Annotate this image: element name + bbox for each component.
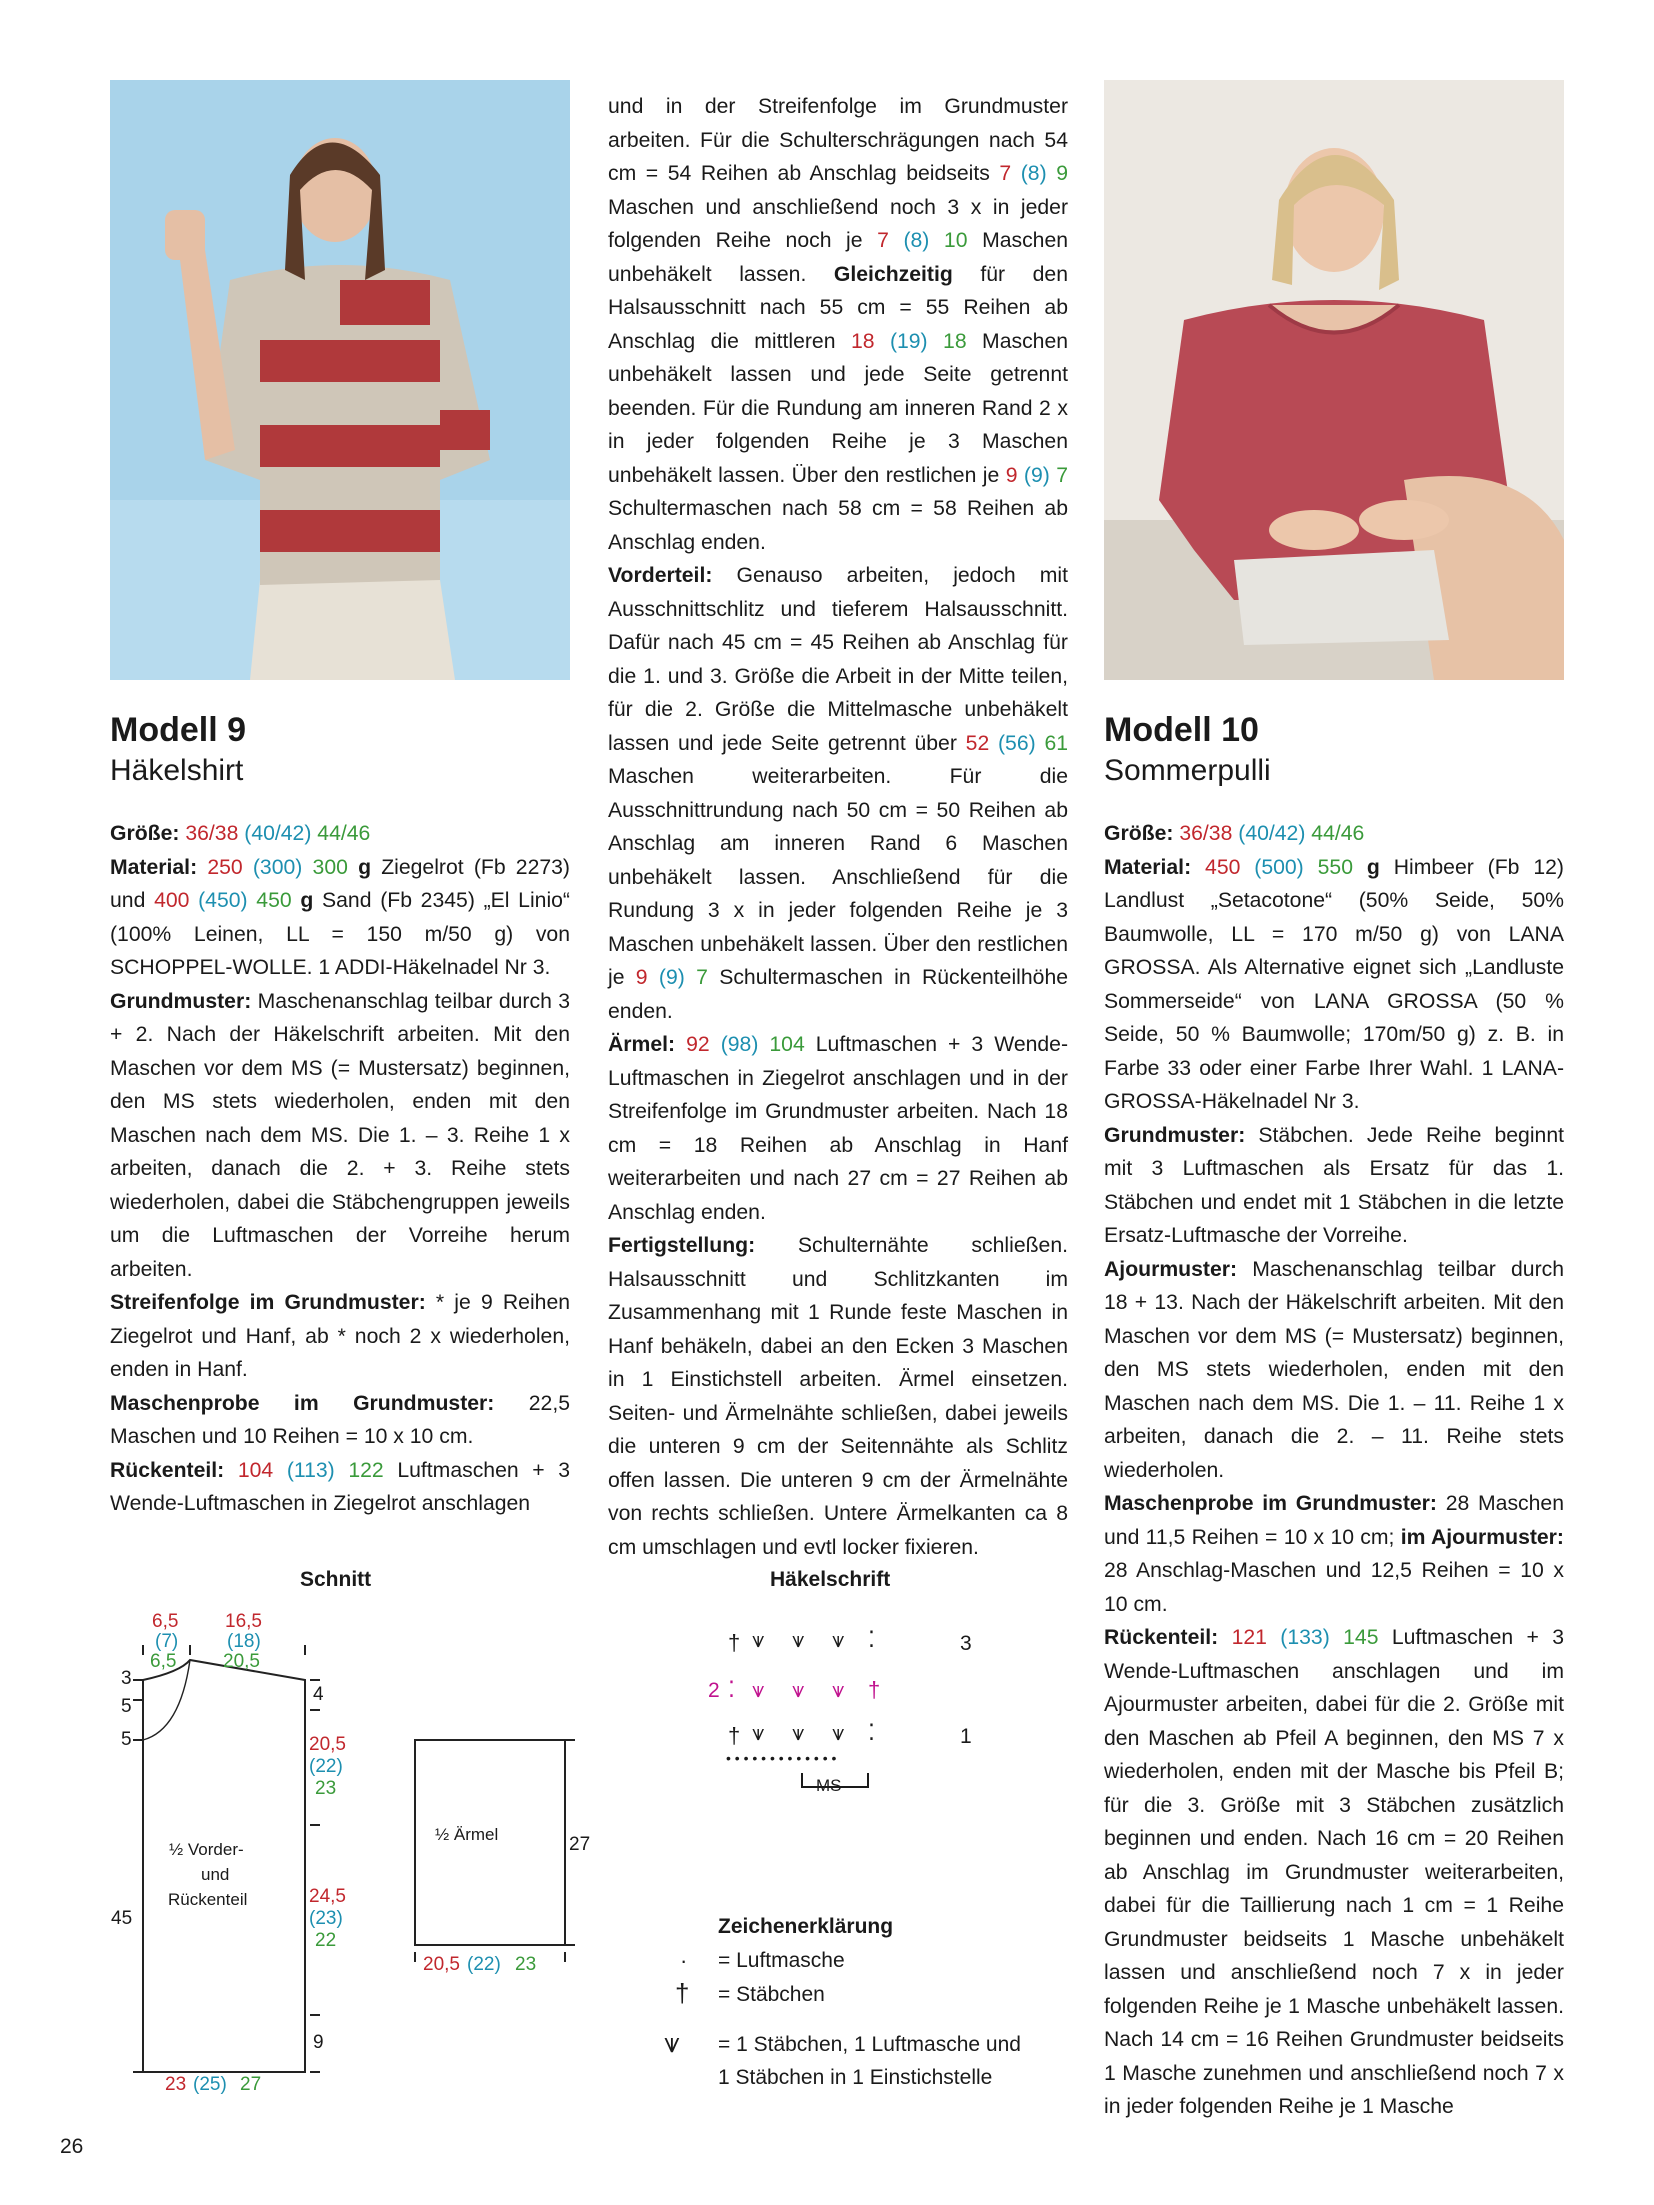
num-small: 9 bbox=[1005, 463, 1018, 487]
num-small: 92 bbox=[686, 1033, 710, 1056]
rueck-medium: (133) bbox=[1280, 1626, 1330, 1649]
size-medium: (40/42) bbox=[244, 822, 312, 845]
grundmuster-label: Grundmuster: bbox=[110, 989, 252, 1013]
num-small: 9 bbox=[635, 966, 648, 989]
mat-amount-medium: (300) bbox=[252, 855, 303, 879]
bottom-small: 23 bbox=[165, 2074, 187, 2095]
dim-5b: 5 bbox=[121, 1729, 132, 1750]
top-dim-large-2: 20,5 bbox=[223, 1651, 260, 1672]
legend-vgroup-symbol: ⩛ bbox=[664, 2027, 680, 2058]
text-segment: Maschen unbehäkelt lassen und jede Seite getrennt beenden. Für die Rundung am inneren Rand 2 x in jeder folgenden Reihe je 3 Maschen unbehäkelt lassen. Über den restlichen je bbox=[608, 329, 1069, 487]
num-large: 7 bbox=[1056, 463, 1068, 487]
model9-size bbox=[110, 817, 570, 851]
stitch-v-group: ⩛ bbox=[792, 1627, 805, 1652]
stitch-chain: ⁚ bbox=[868, 1720, 875, 1745]
maschenprobe-label: Maschenprobe im Grundmuster: bbox=[1104, 1492, 1437, 1515]
model10-subtitle: Sommerpulli bbox=[1104, 754, 1271, 787]
rueck-small: 121 bbox=[1231, 1626, 1267, 1649]
row-label-2: 2 bbox=[708, 1679, 720, 1702]
mat-amount-large-2: 450 bbox=[256, 889, 292, 912]
body-label-1: ½ Vorder- bbox=[169, 1840, 244, 1859]
stitch-dc: † bbox=[728, 1630, 741, 1655]
foundation-chains: • • • • • • • • • • • • • bbox=[726, 1750, 837, 1766]
model10-size bbox=[1104, 817, 1564, 851]
maschenprobe-label: Maschenprobe im Grundmuster: bbox=[110, 1391, 495, 1415]
model9-grundmuster bbox=[110, 985, 570, 1287]
model10-material bbox=[1104, 851, 1564, 1119]
legend-item-vgroup-2: 1 Stäbchen in 1 Einstichstelle bbox=[718, 2066, 993, 2089]
schnitt-diagram bbox=[105, 1600, 610, 2095]
legend-chain-symbol: · bbox=[680, 1948, 688, 1973]
mat-unit: g bbox=[358, 855, 372, 879]
mat-and: und bbox=[110, 889, 146, 912]
top-dim-large-1: 6,5 bbox=[150, 1651, 177, 1672]
model9-material-label: Material: bbox=[110, 855, 198, 879]
rueck-small: 104 bbox=[237, 1458, 274, 1482]
stitch-v-group: ⩛ bbox=[752, 1627, 765, 1652]
mat-text: Himbeer (Fb 12) Landlust „Setacotone“ (50% Seide, 50% Baumwolle, LL = 170 m/50 g) von LANA GROSSA. Als Alternative eignet sich „Landluste Sommerseide“ von LANA GROSSA (50 % Seide, 50 % Baumwolle; 170m/50 g) z. B. in Farbe 33 oder einer Farbe Ihrer Wahl. 1 LANA-GROSSA-Häkelnadel Nr 3. bbox=[1104, 855, 1564, 1113]
grundmuster-text: Stäbchen. Jede Reihe beginnt mit 3 Luftmaschen als Ersatz für das 1. Stäbchen und endet mit 1 Stäbchen in die letzte Ersatz-Luftmasche der Vorreihe. bbox=[1104, 1123, 1564, 1247]
size-large: 44/46 bbox=[317, 822, 371, 845]
model9-size-label: Größe: bbox=[110, 822, 180, 845]
middle-rueckenteil-cont bbox=[608, 90, 1068, 559]
top-dim-small-1: 6,5 bbox=[152, 1611, 179, 1632]
model9-instructions bbox=[110, 817, 570, 1521]
fertigstellung-label: Fertigstellung: bbox=[608, 1234, 756, 1257]
middle-instructions bbox=[608, 90, 1068, 1564]
dim-9: 9 bbox=[313, 2032, 324, 2053]
side-large-1: 23 bbox=[315, 1778, 337, 1799]
stitch-chain: ⁚ bbox=[868, 1627, 875, 1652]
text-segment: Maschen weiterarbeiten. Für die Ausschnittrundung nach 50 cm = 50 Reihen ab Anschlag am inneren Rand 6 Maschen unbehäkelt lassen. Anschließend für die Rundung 3 x in jeder folgenden Reihe je 3 Maschen unbehäkelt lassen. Über den restlichen je bbox=[608, 765, 1068, 989]
num-medium: (19) bbox=[889, 329, 928, 353]
rueck-medium: (113) bbox=[286, 1458, 335, 1482]
dim-5a: 5 bbox=[121, 1696, 132, 1717]
middle-fertigstellung bbox=[608, 1229, 1068, 1564]
sleeve-large: 23 bbox=[515, 1954, 537, 1975]
streifenfolge-label: Streifenfolge im Grundmuster: bbox=[110, 1291, 426, 1314]
row-label-1: 1 bbox=[960, 1725, 972, 1748]
num-small: 52 bbox=[965, 731, 990, 755]
num-small: 18 bbox=[850, 329, 875, 353]
mat-amount-small: 250 bbox=[207, 855, 243, 879]
model10-photo-illustration bbox=[1104, 80, 1564, 680]
sleeve-small: 20,5 bbox=[423, 1954, 460, 1975]
mat-amount-large: 300 bbox=[312, 855, 348, 879]
text-segment: Schultermaschen in Rückenteilhöhe enden. bbox=[608, 966, 1069, 1023]
stitch-v-group: ⩛ bbox=[752, 1677, 765, 1702]
side-medium-1: (22) bbox=[309, 1756, 343, 1777]
bottom-large: 27 bbox=[240, 2074, 262, 2095]
vorderteil-label: Vorderteil: bbox=[608, 564, 713, 587]
top-dim-medium-2: (18) bbox=[227, 1631, 261, 1652]
side-large-2: 22 bbox=[315, 1930, 337, 1951]
dim-3: 3 bbox=[121, 1668, 132, 1689]
model10-rueckenteil bbox=[1104, 1621, 1564, 2124]
middle-vorderteil bbox=[608, 559, 1068, 1028]
text-segment: Maschen und anschließend noch 3 x in jeder folgenden Reihe noch je bbox=[608, 195, 1068, 252]
rueck-large: 145 bbox=[1343, 1626, 1379, 1649]
model9-streifenfolge bbox=[110, 1286, 570, 1387]
grundmuster-text: Maschenanschlag teilbar durch 3 + 2. Nach der Häkelschrift arbeiten. Mit den Maschen vor dem MS (= Mustersatz) beginnen, den MS stets wiederholen, enden mit den Maschen nach dem MS. Die 1. – 3. Reihe 1 x arbeiten, danach die 2. + 3. Reihe stets wiederholen, dabei die Stäbchengruppen jeweils um die Luftmaschen der Vorreihe herum arbeiten. bbox=[110, 989, 571, 1281]
text-segment: Genauso arbeiten, jedoch mit Ausschnittschlitz und tieferem Halsausschnitt. Dafür nach 45 cm = 45 Reihen ab Anschlag für die 1. und 3. Größe die Arbeit in der Mitte teilen, für die 2. Größe die Mittelmasche unbehäkelt lassen und jede Seite getrennt über bbox=[608, 564, 1068, 755]
model10-instructions bbox=[1104, 817, 1564, 2124]
page-number: 26 bbox=[60, 2135, 84, 2158]
sleeve-label: ½ Ärmel bbox=[435, 1825, 499, 1844]
ms-label: MS bbox=[816, 1776, 842, 1795]
model10-size-label: Größe: bbox=[1104, 822, 1174, 845]
stitch-v-group: ⩛ bbox=[752, 1720, 765, 1745]
maschenprobe-text: 28 Maschen und 11,5 Reihen = 10 x 10 cm; bbox=[1104, 1492, 1564, 1549]
size-small: 36/38 bbox=[185, 822, 239, 845]
model9-photo-illustration bbox=[110, 80, 570, 680]
legend-item-chain: = Luftmasche bbox=[718, 1949, 845, 1972]
num-medium: (8) bbox=[903, 229, 930, 252]
schnitt-title: Schnitt bbox=[300, 1568, 372, 1591]
stitch-v-group: ⩛ bbox=[832, 1720, 845, 1745]
text-segment: Maschen unbehäkelt lassen. bbox=[608, 229, 1069, 286]
num-medium: (98) bbox=[720, 1033, 759, 1056]
stitch-v-group: ⩛ bbox=[792, 1677, 805, 1702]
mat-unit-2: g bbox=[300, 889, 314, 912]
stitch-v-group: ⩛ bbox=[792, 1720, 805, 1745]
sleeve-medium: (22) bbox=[467, 1954, 501, 1975]
num-large: 9 bbox=[1056, 162, 1069, 185]
text-segment: Schultermaschen nach 58 cm = 58 Reihen ab Anschlag enden. bbox=[608, 497, 1068, 554]
size-large: 44/46 bbox=[1311, 822, 1365, 845]
ajourmuster-label: Ajourmuster: bbox=[1104, 1257, 1238, 1281]
haekelschrift-title: Häkelschrift bbox=[770, 1568, 891, 1591]
stitch-v-group: ⩛ bbox=[832, 1677, 845, 1702]
rueck-large: 122 bbox=[348, 1458, 384, 1482]
row-label-3: 3 bbox=[960, 1632, 972, 1655]
ajour-probe-text: 28 Anschlag-Maschen und 12,5 Reihen = 10 x 10 cm. bbox=[1104, 1559, 1564, 1616]
side-medium-2: (23) bbox=[309, 1908, 343, 1929]
body-label-2: und bbox=[201, 1865, 230, 1884]
num-large: 61 bbox=[1044, 731, 1069, 755]
ajour-probe-label: im Ajourmuster: bbox=[1400, 1525, 1564, 1549]
legend-item-vgroup-1: = 1 Stäbchen, 1 Luftmasche und bbox=[718, 2033, 1021, 2056]
side-small-1: 20,5 bbox=[309, 1734, 346, 1755]
num-large: 7 bbox=[696, 966, 708, 989]
num-large: 18 bbox=[943, 329, 967, 353]
mat-small: 450 bbox=[1205, 855, 1241, 879]
stitch-dc: † bbox=[868, 1677, 881, 1702]
model10-photo bbox=[1104, 80, 1564, 680]
mat-medium: (500) bbox=[1254, 855, 1304, 879]
mat-amount-small-2: 400 bbox=[154, 889, 190, 912]
top-dim-small-2: 16,5 bbox=[225, 1611, 262, 1632]
mat-large: 550 bbox=[1317, 855, 1353, 879]
middle-aermel bbox=[608, 1028, 1068, 1229]
model10-material-label: Material: bbox=[1104, 855, 1192, 879]
bottom-medium: (25) bbox=[193, 2074, 227, 2095]
maschenprobe-text: 22,5 Maschen und 10 Reihen = 10 x 10 cm. bbox=[110, 1391, 571, 1448]
rueckenteil-label: Rückenteil: bbox=[110, 1458, 225, 1482]
model9-maschenprobe bbox=[110, 1387, 570, 1454]
num-medium: (9) bbox=[1023, 463, 1050, 487]
legend-title: Zeichenerklärung bbox=[718, 1915, 894, 1938]
model9-subtitle: Häkelshirt bbox=[110, 754, 244, 787]
mat-amount-medium-2: (450) bbox=[198, 889, 248, 912]
text-segment: Luftmaschen + 3 Wende-Luftmaschen in Ziegelrot anschlagen und in der Streifenfolge im Grundmuster arbeiten. Nach 18 cm = 18 Reihen ab Anschlag in Hanf weiterarbeiten und nach 27 cm = 27 Reihen ab Anschlag enden. bbox=[608, 1033, 1069, 1224]
rueckenteil-label: Rückenteil: bbox=[1104, 1626, 1219, 1649]
grundmuster-label: Grundmuster: bbox=[1104, 1123, 1246, 1147]
rueckenteil-text: Luftmaschen + 3 Wende-Luftmaschen anschlagen und im Ajourmuster arbeiten, dabei für die 2. Größe mit den Maschen ab Pfeil A beginnen, den MS 7 x wiederholen, enden mit der Masche bis Pfeil B; für die 3. Größe mit 3 Stäbchen zusätzlich beginnen und enden. Nach 16 cm = 20 Reihen ab Anschlag im Grundmuster weiterarbeiten, dabei für die Taillierung nach 1 cm = 1 Reihe Grundmuster beidseits 1 Masche unbehäkelt lassen und anschließend noch 7 x in jeder folgenden Reihe je 1 Masche unbehäkelt lassen. Nach 14 cm = 16 Reihen Grundmuster beidseits 1 Masche zunehmen und anschließend noch 7 x in jeder folgenden Reihe je 1 Masche bbox=[1104, 1626, 1565, 2118]
stitch-dc: † bbox=[728, 1723, 741, 1748]
model9-title: Modell 9 bbox=[110, 711, 247, 749]
rueckenteil-text: Luftmaschen + 3 Wende-Luftmaschen in Ziegelrot anschlagen bbox=[110, 1458, 571, 1515]
legend-item-dc: = Stäbchen bbox=[718, 1983, 825, 2006]
mat-text: Ziegelrot (Fb 2273) bbox=[381, 855, 570, 879]
num-medium: (56) bbox=[998, 731, 1036, 755]
mat-text-2: Sand (Fb 2345) „El Linio“ (100% Leinen, LL = 150 m/50 g) von SCHOPPEL-WOLLE. 1 ADDI-Häkelnadel Nr 3. bbox=[110, 889, 570, 979]
streifenfolge-text: * je 9 Reihen Ziegelrot und Hanf, ab * noch 2 x wiederholen, enden in Hanf. bbox=[110, 1291, 571, 1381]
model9-photo bbox=[110, 80, 570, 680]
num-large: 104 bbox=[769, 1033, 805, 1056]
mat-unit: g bbox=[1366, 855, 1380, 879]
top-dim-medium-1: (7) bbox=[155, 1631, 179, 1652]
num-medium: (8) bbox=[1020, 162, 1047, 185]
size-small: 36/38 bbox=[1179, 822, 1233, 845]
num-small: 7 bbox=[999, 162, 1012, 185]
side-small-2: 24,5 bbox=[309, 1886, 346, 1907]
haekelschrift-chart bbox=[710, 1605, 1010, 1795]
body-label-3: Rückenteil bbox=[168, 1890, 248, 1909]
num-medium: (9) bbox=[658, 966, 685, 989]
text-segment: und in der Streifenfolge im Grundmuster arbeiten. Für die Schulterschrägungen nach 54 cm = 54 Reihen ab Anschlag beidseits bbox=[608, 95, 1068, 185]
dim-4: 4 bbox=[313, 1684, 324, 1705]
ajourmuster-text: Maschenanschlag teilbar durch 18 + 13. Nach der Häkelschrift arbeiten. Mit den Maschen vor dem MS (= Mustersatz) beginnen, den MS stets wiederholen, enden mit den Maschen nach dem MS. Die 1. – 11. Reihe 1 x arbeiten, danach die 2. – 11. Reihe stets wiederholen. bbox=[1104, 1257, 1565, 1482]
sleeve-27: 27 bbox=[569, 1834, 591, 1855]
text-segment: Schulternähte schließen. Halsausschnitt und Schlitzkanten im Zusammenhang mit 1 Runde feste Maschen in Hanf behäkeln, dabei an den Ecken 3 Maschen in 1 Einstichstell arbeiten. Ärmel einsetzen. Seiten- und Ärmelnähte schließen, dabei jeweils die unteren 9 cm der Seitennähte als Schlitz offen lassen. Die unteren 9 cm der Ärmelnähte von rechts schließen. Untere Ärmelkanten ca 8 cm umschlagen und evtl locker fixieren. bbox=[608, 1234, 1069, 1559]
text-segment: für den Halsausschnitt nach 55 cm = 55 Reihen ab Anschlag die mittleren bbox=[608, 262, 1068, 353]
aermel-label: Ärmel: bbox=[608, 1033, 676, 1056]
num-small: 7 bbox=[877, 229, 889, 252]
legend-dc-symbol: † bbox=[675, 1978, 690, 2008]
model9-rueckenteil bbox=[110, 1454, 570, 1521]
model9-material bbox=[110, 851, 570, 985]
gleichzeitig-label: Gleichzeitig bbox=[833, 262, 953, 286]
model10-grundmuster bbox=[1104, 1119, 1564, 1253]
model10-maschenprobe bbox=[1104, 1487, 1564, 1621]
size-medium: (40/42) bbox=[1238, 822, 1306, 845]
model10-ajourmuster bbox=[1104, 1253, 1564, 1488]
dim-45: 45 bbox=[111, 1908, 133, 1929]
num-large: 10 bbox=[943, 229, 968, 252]
stitch-v-group: ⩛ bbox=[832, 1627, 845, 1652]
stitch-chain: ⁚ bbox=[728, 1677, 735, 1702]
model10-title: Modell 10 bbox=[1104, 711, 1259, 749]
